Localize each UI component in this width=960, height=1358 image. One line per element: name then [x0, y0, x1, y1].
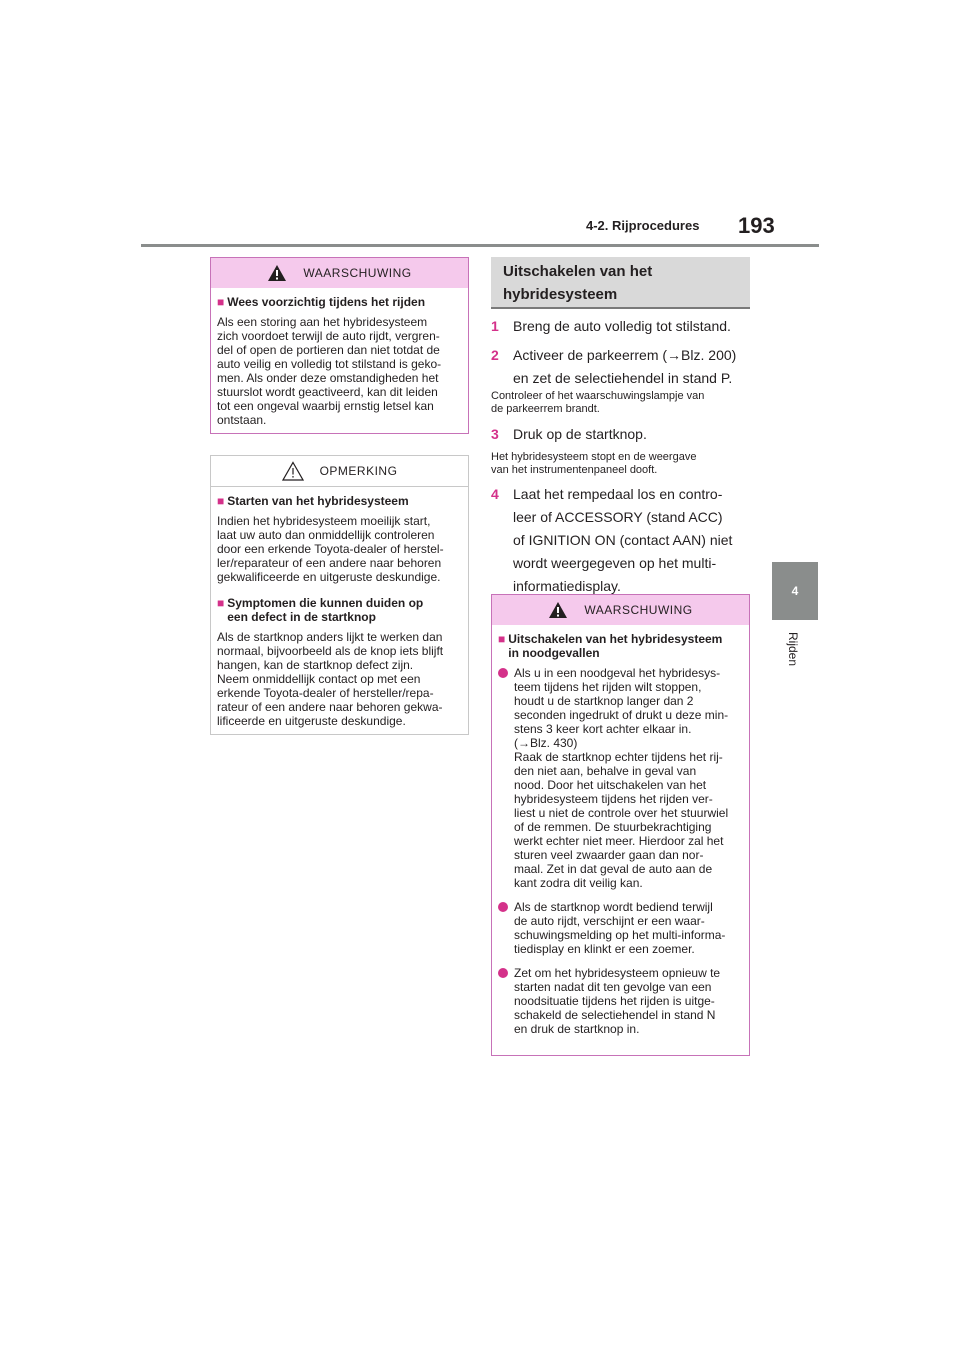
warning-label: WAARSCHUWING: [584, 603, 693, 617]
step-number: 4: [491, 486, 499, 502]
note-text: Als de startknop anders lijkt te werken dan normaal, bijvoorbeeld als de knop iets blijft hangen, kan de startknop defect zijn. Neem onmiddellijk contact op met een erkende Toyota-dealer of hersteller/repa- rateur of een andere naar behoren gekwa- lificeerde en uitgeruste deskundige.: [217, 630, 444, 728]
chapter-title: Rijden: [786, 632, 800, 667]
warning-bullet: [498, 900, 743, 956]
step-text: Laat het rempedaal los en contro- leer of ACCESSORY (stand ACC) of IGNITION ON (contact AAN) niet wordt weergegeven op het multi- informatiedisplay.: [513, 486, 733, 594]
page-number: 193: [738, 213, 775, 238]
warning-header: [492, 595, 749, 625]
chapter-number: 4: [791, 584, 799, 598]
bullet-text: Zet om het hybridesysteem opnieuw te starten nadat dit ten gevolge van een noodsituatie tijdens het rijden is uitge- schakeld de selectiehendel in stand N en druk de startknop in.: [514, 966, 721, 1036]
note-label: OPMERKING: [319, 464, 398, 478]
section-title: 4-2. Rijprocedures: [586, 218, 700, 233]
step-note: Het hybridesysteem stopt en de weergave van het instrumentenpaneel dooft.: [491, 451, 697, 476]
step-2: [491, 344, 753, 390]
step-3: [491, 423, 753, 446]
warning-box-driving: [210, 257, 469, 434]
note-subtitle: ■ Starten van het hybridesysteem: [217, 494, 409, 508]
warning-bullet: [498, 666, 743, 890]
step-4: [491, 483, 753, 598]
warning-text: Als een storing aan het hybridesysteem zich voordoet terwijl de auto rijdt, vergren- del of open de portieren dan niet totdat de auto veilig en volledig tot stilstand is geko- men. Als onder deze omstandigheden het stuurslot wordt geactiveerd, kan dit leiden tot een ongeval waarbij ernstig letsel kan ontstaan.: [217, 315, 442, 427]
step-1: [491, 315, 753, 338]
warning-triangle-icon: [267, 264, 287, 282]
warning-bullet: [498, 966, 743, 1036]
step-text: Activeer de parkeerrem (→Blz. 200) en zet de selectiehendel in stand P.: [513, 347, 737, 386]
bullet-dot: [498, 668, 508, 678]
note-text: Indien het hybridesysteem moeilijk start, laat uw auto dan onmiddellijk controleren door een erkende Toyota-dealer of herstel- ler/reparateur of een andere naar behoren gekwalificeerde en uitgeruste deskundige.: [217, 514, 444, 584]
chapter-tab: [772, 562, 818, 620]
caution-outline-triangle-icon: [282, 461, 304, 481]
step-number: 3: [491, 426, 499, 442]
step-text: Druk op de startknop.: [513, 426, 647, 442]
step-text: Breng de auto volledig tot stilstand.: [513, 318, 731, 334]
note-subtitle: ■ Symptomen die kunnen duiden op een defect in de startknop: [217, 596, 424, 624]
step-number: 2: [491, 347, 499, 363]
warning-triangle-icon: [548, 601, 568, 619]
warning-label: WAARSCHUWING: [303, 266, 412, 280]
bullet-text: Als u in een noodgeval het hybridesys- teem tijdens het rijden wilt stoppen, houdt u de startknop langer dan 2 seconden ingedrukt of drukt u deze min- stens 3 keer kort achter elkaar in. (→Blz. 430) Raak de startknop echter tijdens het rij- den niet aan, behalve in geval van nood. Door het uitschakelen van het hybridesysteem tijdens het rijden ver- liest u niet de controle over het stuurwiel of de remmen. De stuurbekrachtiging werkt echter niet meer. Hierdoor zal het sturen veel zwaarder gaan dan nor- maal. Zet in dat geval de auto aan de kant zodra dit veilig kan.: [514, 666, 729, 890]
bullet-dot: [498, 902, 508, 912]
section-heading: Uitschakelen van het hybridesysteem: [491, 257, 750, 309]
step-number: 1: [491, 318, 499, 334]
bullet-text: Als de startknop wordt bediend terwijl de auto rijdt, verschijnt er een waar- schuwingsmelding op het multi-informa- tiedisplay en klinkt er een zoemer.: [514, 900, 726, 956]
note-box: [210, 455, 469, 735]
warning-header: [211, 258, 468, 288]
note-header: [211, 456, 468, 487]
header-divider: [141, 244, 819, 247]
bullet-dot: [498, 968, 508, 978]
warning-subtitle: ■ Wees voorzichtig tijdens het rijden: [217, 295, 426, 309]
step-note: Controleer of het waarschuwingslampje van de parkeerrem brandt.: [491, 390, 705, 415]
warning-subtitle: ■ Uitschakelen van het hybridesysteem in noodgevallen: [498, 632, 723, 660]
warning-box-emergency: [491, 594, 750, 1056]
